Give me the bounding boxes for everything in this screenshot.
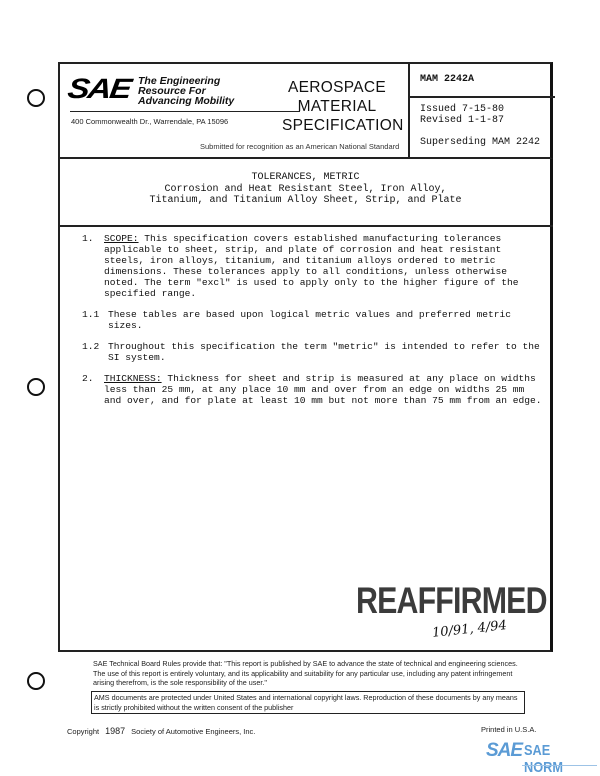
document-number: MAM 2242A [410, 62, 555, 98]
document-type-title: AEROSPACE MATERIAL SPECIFICATION [282, 79, 404, 134]
punch-hole-bottom [27, 672, 45, 690]
superseding: Superseding MAM 2242 [420, 137, 541, 148]
punch-hole-middle [27, 378, 45, 396]
issue-dates [420, 104, 504, 126]
section-1-1: 1.1 These tables are based upon logical metric values and preferred metric sizes. [82, 309, 512, 331]
section-heading: THICKNESS: [104, 373, 162, 384]
sae-logo-block [66, 70, 301, 125]
doc-info-column [408, 62, 555, 159]
printed-in: Printed in U.S.A. [481, 725, 537, 734]
punch-hole-top [27, 89, 45, 107]
sae-logo: SAE [65, 72, 133, 104]
copyright-notice: AMS documents are protected under United States and international copyright laws. Reproduction of these documents by any means is strictly prohibited without the written consent of the publisher [91, 691, 525, 714]
watermark-rule [522, 765, 597, 766]
section-1-2: 1.2 Throughout this specification the term "metric" is intended to refer to the SI system. [82, 341, 540, 363]
section-2-thickness: 2. THICKNESS: Thickness for sheet and strip is measured at any place on widths less than 25 mm, at any place 10 mm and over from an edge on widths 25 mm and over, and for plate at least 10 mm but not more than 75 mm from an edge. [82, 373, 542, 406]
submitted-note: Submitted for recognition as an American National Standard [200, 142, 400, 151]
document-title: TOLERANCES, METRIC Corrosion and Heat Resistant Steel, Iron Alloy, Titanium, and Titanium Alloy Sheet, Strip, and Plate [58, 157, 553, 227]
revised-date: Revised 1-1-87 [420, 115, 505, 126]
section-1-scope: 1. SCOPE: This specification covers established manufacturing tolerances applicable to sheet, strip, and plate of corrosion and heat resistant steels, iron alloys, titanium, and titanium alloys ordered to metric dimensions. These tolerances apply to all conditions, unless otherwise noted. The term "excl" is used to apply only to the higher figure of the specified range. [82, 233, 519, 299]
document-body [82, 233, 547, 416]
sae-norm-watermark [486, 740, 598, 776]
reaffirmed-stamp: REAFFIRMED [356, 580, 547, 621]
sae-watermark-logo: SAE [486, 740, 523, 761]
reaffirmed-dates: 10/91, 4/94 [431, 618, 508, 641]
tagline: The Engineering Resource For Advancing Mobility [138, 75, 235, 107]
section-heading: SCOPE: [104, 233, 139, 244]
copyright-line: Copyright 1987 Society of Automotive Engineers, Inc. [67, 726, 256, 736]
technical-board-rules: SAE Technical Board Rules provide that: "This report is published by SAE to advance the state of technical and engineering sciences. The use of this report is entirely voluntary, and its applicability and suitability for any particular use, including any patent infringement arising therefrom, is the sole responsibility of the user." [93, 659, 518, 687]
logo-rule [70, 111, 300, 112]
sae-norm-text: SAE NORM [524, 742, 563, 776]
header-box [58, 62, 553, 159]
address: 400 Commonwealth Dr., Warrendale, PA 15096 [71, 117, 229, 126]
issued-date: Issued 7-15-80 [420, 104, 505, 115]
